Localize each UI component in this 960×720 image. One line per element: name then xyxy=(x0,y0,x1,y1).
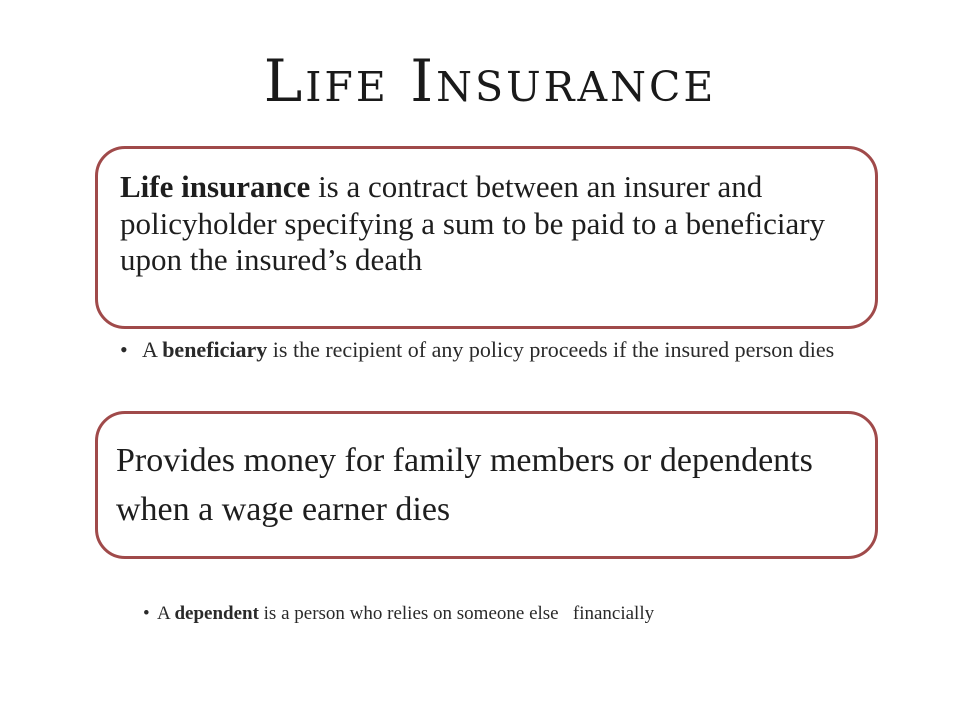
beneficiary-term: beneficiary xyxy=(162,337,268,362)
dependent-term: dependent xyxy=(174,603,259,624)
beneficiary-lead: A xyxy=(142,337,163,362)
bullet-marker: • xyxy=(143,603,150,624)
purpose-box xyxy=(95,411,878,559)
life-insurance-term: Life insurance xyxy=(120,169,311,204)
beneficiary-text: is the recipient of any policy proceeds if the insured person dies xyxy=(267,337,835,362)
dependent-bullet xyxy=(143,603,843,626)
dependent-lead: A xyxy=(157,603,175,624)
bullet-marker: • xyxy=(120,337,128,362)
beneficiary-definition xyxy=(142,338,840,363)
life-insurance-definition-box xyxy=(95,146,878,329)
beneficiary-bullet xyxy=(120,338,840,363)
dependent-definition xyxy=(157,603,843,626)
dependent-text: is a person who relies on someone else financially xyxy=(258,603,655,624)
life-insurance-definition-text: is a contract between an insurer and policyholder specifying a sum to be paid to a beneficiary upon the insured’s death xyxy=(120,169,826,278)
life-insurance-definition xyxy=(120,169,855,279)
purpose-text: Provides money for family members or dependents when a wage earner dies xyxy=(116,442,813,529)
slide-title: Life Insurance xyxy=(263,47,717,115)
